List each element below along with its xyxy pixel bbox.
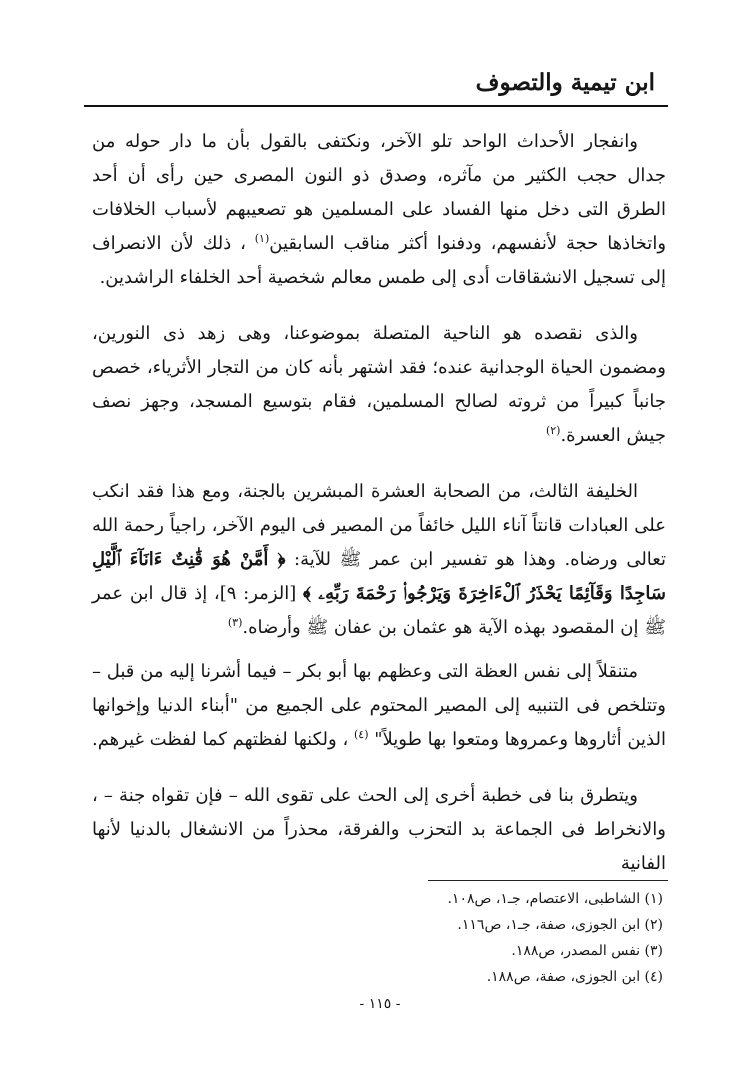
paragraph-3-before: الخليفة الثالث، من الصحابة العشرة المبشرين بالجنة، ومع هذا فقد انكب على العبادات قانتاً آناء الليل خائفاً من المصير فى اليوم الآخر، راجياً رحمة الله تعالى ورضاه. وهذا هو تفسير ابن عمر ﷺ للآية:: [92, 481, 666, 570]
footnote-ref-1: (١): [254, 232, 270, 245]
paragraph-1: [92, 125, 666, 295]
paragraph-4-tail: ، ولكنها لفظتهم كما لفظت غيرهم.: [91, 729, 349, 750]
footnote-ref-3: (٣): [227, 616, 243, 629]
footnotes-list: [343, 886, 663, 990]
footnote-1: (١) الشاطبى، الاعتصام، جـ١، ص١٠٨.: [447, 891, 663, 907]
paragraph-2: [92, 317, 666, 453]
running-header-title: ابن تيمية والتصوف: [475, 69, 655, 96]
footnote-rule: [428, 880, 668, 881]
main-text: [92, 125, 666, 903]
footnote-2: (٢) ابن الجوزى، صفة، جـ١، ص١١٦.: [457, 917, 663, 933]
quran-verse: ﴿ أَمَّنْ هُوَ قَٰنِتٌ ءَانَآءَ ٱلَّيْلِ سَاجِدًا وَقَآئِمًا يَحْذَرُ ٱلْءَاخِرَةَ وَيَرْجُوا۟ رَحْمَةَ رَبِّهِۦ ﴾: [92, 549, 666, 604]
footnote-ref-2: (٢): [545, 424, 561, 437]
paragraph-5-text: ويتطرق بنا فى خطبة أخرى إلى الحث على تقوى الله – فإن تقواه جنة – ، والانخراط فى الجماعة بد التحزب والفرقة، محذراً من الانشغال بالدنيا لأنها الفانية: [92, 785, 666, 874]
paragraph-4-text: متنقلاً إلى نفس العظة التى وعظهم بها أبو بكر – فيما أشرنا إليه من قبل – وتتلخص فى التنبيه إلى المصير المحتوم على الجميع من "أبناء الدنيا وإخوانها الذين أثاروها وعمروها ومتعوا بها طويلاً": [92, 661, 666, 750]
footnote-3: (٣) نفس المصدر، ص١٨٨.: [511, 943, 663, 959]
paragraph-1-text: وانفجار الأحداث الواحد تلو الآخر، ونكتفى بالقول بأن ما دار حوله من جدال حجب الكثير من مآثره، وصدق ذو النون المصرى حين رأى أن أحد الطرق التى دخل منها الفساد على المسلمين هو تصعيبهم لأسباب الخلافات واتخاذها حجة لأنفسهم، ودفنوا أكثر مناقب السابقين: [92, 131, 667, 254]
paragraph-3: [92, 475, 666, 645]
header-rule: [84, 105, 668, 107]
page-number: - ١١٥ -: [359, 996, 401, 1012]
paragraph-4: [92, 655, 666, 757]
paragraph-1-tail: ، ذلك لأن الانصراف إلى تسجيل الانشقاقات أدى إلى طمس معالم شخصية أحد الخلفاء الراشدين.: [92, 233, 666, 288]
paragraph-2-text: والذى نقصده هو الناحية المتصلة بموضوعنا، وهى زهد ذى النورين، ومضمون الحياة الوجدانية عنده؛ فقد اشتهر بأنه كان من التجار الأثرياء، خصص جانباً كبيراً من ثروته لصالح المسلمين، فقام بتوسيع المسجد، وجهز نصف جيش العسرة.: [92, 323, 666, 446]
footnote-4: (٤) ابن الجوزى، صفة، ص١٨٨.: [486, 969, 663, 985]
footnote-ref-4: (٤): [354, 728, 369, 741]
paragraph-5: [92, 779, 666, 881]
paragraph-3-after: [الزمر: ٩]، إذ قال ابن عمر ﷺ إن المقصود بهذه الآية هو عثمان بن عفان ﷺ وأرضاه.: [92, 583, 666, 638]
